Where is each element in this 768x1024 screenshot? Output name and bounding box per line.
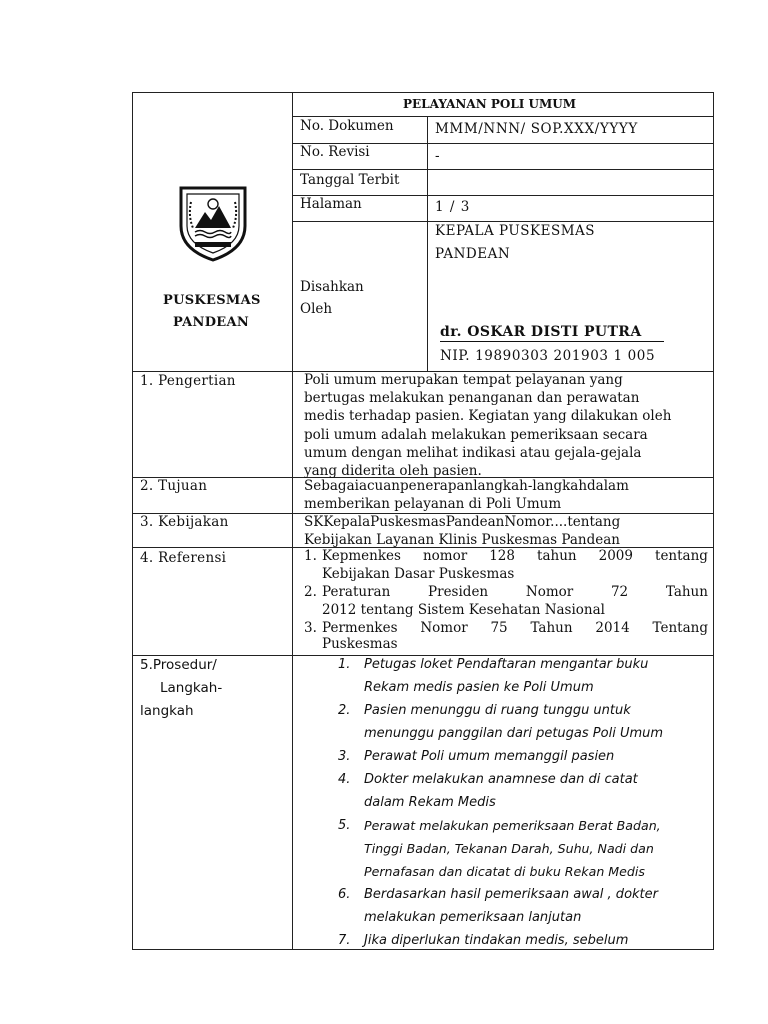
approver-title-2: PANDEAN [435,246,511,262]
tujuan-line [304,477,708,495]
referensi-line [322,548,708,565]
prosedur-label-3: langkah [140,703,194,719]
prosedur-line: Tinggi Badan, Tekanan Darah, Suhu, Nadi dan [364,841,654,856]
word: Kepala [323,514,371,530]
word: 2009 [598,548,633,564]
prosedur-line: Petugas loket Pendaftaran mengantar buku [364,657,649,672]
pengertian-line: medis terhadap pasien. Kegiatan yang dilakukan oleh [304,408,672,425]
tujuan-label: 2. Tujuan [140,478,208,494]
word: .... [550,514,568,530]
referensi-line: 2012 tentang Sistem Kesehatan Nasional [322,602,605,618]
doc-title: PELAYANAN POLI UMUM [403,97,577,111]
word: Nomor [420,620,468,636]
prosedur-num: 2. [338,703,351,718]
prosedur-line: Perawat Poli umum memanggil pasien [364,749,615,764]
prosedur-num: 1. [338,657,351,672]
tujuan-line: memberikan pelayanan di Poli Umum [304,496,562,513]
prosedur-num: 6. [338,887,351,902]
pengertian-line: poli umum adalah melakukan pemeriksaan secara [304,426,648,443]
no-revisi-value: - [435,148,440,164]
word: 72 [610,584,629,600]
no-dokumen-value: MMM/NNN/ SOP.XXX/YYYY [435,121,638,137]
puskesmas-logo [175,182,251,262]
approver-nip: NIP. 19890303 201903 1 005 [440,348,656,364]
referensi-list [304,548,708,654]
prosedur-list [338,656,714,948]
referensi-num: 1. [304,548,317,564]
prosedur-num: 4. [338,772,351,787]
referensi-line: Puskesmas [322,636,398,652]
word: Kepmenkes [322,548,401,564]
pengertian-text [304,371,671,480]
word: Nomor [525,584,574,600]
word: Pandean [445,514,505,530]
word: langkah-langkah [473,478,588,494]
prosedur-line: menunggu panggilan dari petugas Poli Umum [364,726,664,741]
tanggal-terbit-label: Tanggal Terbit [300,172,400,188]
referensi-label: 4. Referensi [140,550,227,566]
pengertian-line: bertugas melakukan penanganan dan perawatan [304,390,640,407]
word: tentang [567,514,621,530]
prosedur-num: 7. [338,933,351,948]
prosedur-label-1: 5.Prosedur/ [140,657,217,673]
org-name-line1: PUSKESMAS [163,293,261,308]
word: Sebagai [304,478,359,494]
halaman-label: Halaman [300,196,362,212]
kebijakan-line: Kebijakan Layanan Klinis Puskesmas Pandean [304,532,620,549]
word: tentang [655,548,708,564]
word: Presiden [428,584,489,600]
word: Permenkes [322,620,398,636]
prosedur-label-2: Langkah- [160,680,223,696]
pengertian-line: umum dengan melihat indikasi atau gejala-gejala [304,444,642,461]
word: penerapan [400,478,474,494]
word: dalam [587,478,629,494]
pengertian-line: Poli umum merupakan tempat pelayanan yang [304,372,623,388]
word: Tahun [665,584,708,600]
word: tahun [537,548,577,564]
disahkan-label-1: Disahkan [300,279,364,295]
word: Tahun [530,620,573,636]
prosedur-line: dalam Rekam Medis [364,795,496,810]
referensi-line [322,620,708,637]
prosedur-line: Pernafasan dan dicatat di buku Rekan Medis [364,864,645,879]
approver-name: dr. OSKAR DISTI PUTRA [440,324,642,340]
org-name-line2: PANDEAN [173,315,250,330]
prosedur-line: Jika diperlukan tindakan medis, sebelum [364,933,629,948]
kebijakan-label: 3. Kebijakan [140,514,229,530]
no-dokumen-label: No. Dokumen [300,118,394,134]
no-revisi-label: No. Revisi [300,144,370,160]
word: Tentang [652,620,708,636]
pengertian-label: 1. Pengertian [140,373,236,389]
disahkan-label-2: Oleh [300,301,333,317]
prosedur-line: Perawat melakukan pemeriksaan Berat Badan, [364,818,661,833]
word: nomor [422,548,468,564]
kebijakan-line [304,513,714,531]
word: 2014 [595,620,630,636]
prosedur-line: Rekam medis pasien ke Poli Umum [364,680,594,695]
kebijakan-text [304,513,714,549]
word: SK [304,514,324,530]
approver-title-1: KEPALA PUSKESMAS [435,223,596,239]
pengertian-line: yang diderita oleh pasien. [304,463,482,480]
prosedur-num: 5. [338,818,351,833]
word: Nomor [504,514,551,530]
prosedur-line: Berdasarkan hasil pemeriksaan awal , dokter [364,887,658,902]
prosedur-line: Dokter melakukan anamnese dan di catat [364,772,638,787]
referensi-line [322,584,708,601]
prosedur-num: 3. [338,749,351,764]
approver-name-underline [440,341,664,342]
word: acuan [358,478,400,494]
prosedur-line: melakukan pemeriksaan lanjutan [364,910,582,925]
word: 128 [489,548,515,564]
word: Peraturan [322,584,391,600]
referensi-num: 3. [304,620,317,636]
puskesmas-emblem-icon [175,182,251,262]
word: Puskesmas [370,514,446,530]
word: 75 [490,620,508,636]
prosedur-line: Pasien menunggu di ruang tunggu untuk [364,703,631,718]
referensi-num: 2. [304,584,317,600]
tujuan-text [304,477,708,513]
halaman-value: 1 / 3 [435,199,471,215]
referensi-line: Kebijakan Dasar Puskesmas [322,566,515,582]
